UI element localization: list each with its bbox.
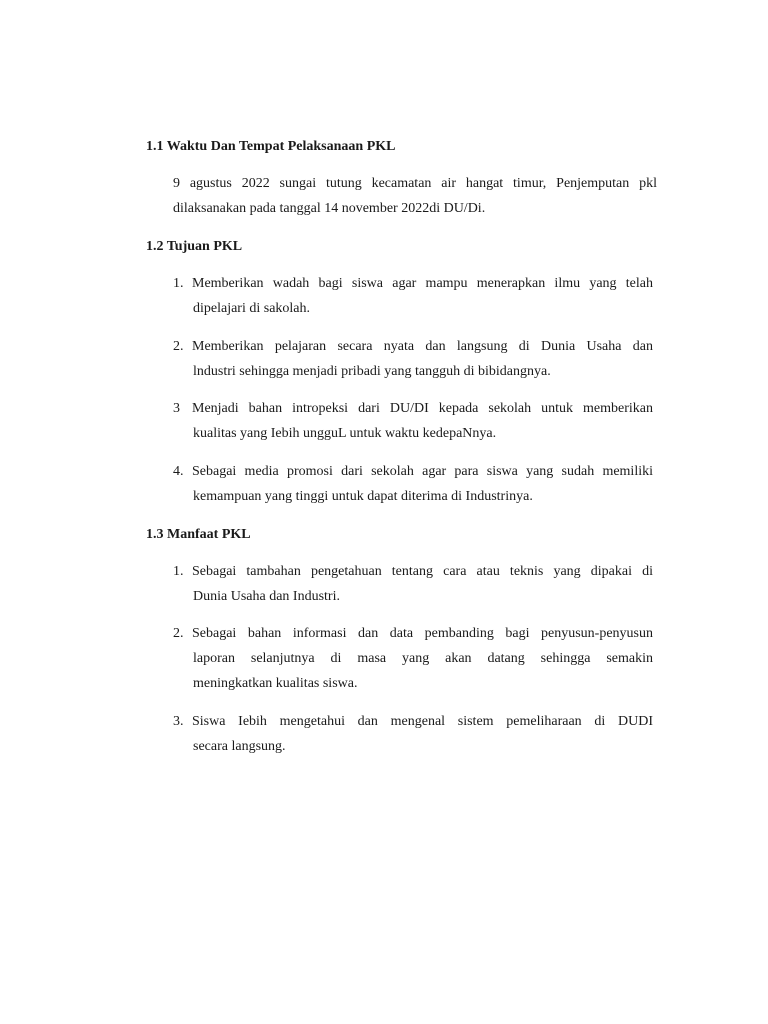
list-number: 2.: [173, 339, 184, 354]
paragraph-text: 9 agustus 2022 sungai tutung kecamatan air hangat timur, Penjemputan pkl: [173, 176, 657, 191]
list-number: 3: [173, 401, 180, 416]
list-text: Sebagai bahan informasi dan data pembanding bagi penyusun-penyusun: [192, 626, 653, 641]
list-text: Sebagai tambahan pengetahuan tentang cara atau teknis yang dipakai di: [192, 564, 653, 579]
paragraph-line: dilaksanakan pada tanggal 14 november 2022di DU/Di.: [173, 201, 486, 216]
paragraph-line: [173, 171, 657, 196]
section-heading-tujuan: 1.2 Tujuan PKL: [146, 239, 243, 254]
list-item-tujuan-4: [173, 459, 653, 509]
list-text: kemampuan yang tinggi untuk dapat diterima di Industrinya.: [193, 489, 533, 504]
paragraph-waktu: [173, 171, 657, 221]
list-text: Menjadi bahan intropeksi dari DU/DI kepada sekolah untuk memberikan: [192, 401, 653, 416]
list-item-tujuan-3: [173, 396, 653, 446]
list-item-manfaat-3: [173, 709, 653, 759]
list-text: secara langsung.: [193, 739, 286, 754]
list-item-manfaat-1: [173, 559, 653, 609]
section-heading-waktu: 1.1 Waktu Dan Tempat Pelaksanaan PKL: [146, 139, 396, 154]
list-text: laporan selanjutnya di masa yang akan datang sehingga semakin: [193, 651, 653, 666]
list-number: 3.: [173, 714, 184, 729]
list-text: dipelajari di sakolah.: [193, 301, 311, 316]
list-text: Memberikan pelajaran secara nyata dan langsung di Dunia Usaha dan: [192, 339, 653, 354]
list-item-tujuan-1: [173, 271, 653, 321]
list-text: kualitas yang Iebih ungguL untuk waktu kedepaNnya.: [193, 426, 497, 441]
list-item-tujuan-2: [173, 334, 653, 384]
section-heading-manfaat: 1.3 Manfaat PKL: [146, 527, 251, 542]
list-number: 2.: [173, 626, 184, 641]
list-text: lndustri sehingga menjadi pribadi yang tangguh di bibidangnya.: [193, 364, 551, 379]
list-number: 1.: [173, 564, 184, 579]
list-item-manfaat-2: [173, 621, 653, 696]
list-number: 1.: [173, 276, 184, 291]
list-text: Sebagai media promosi dari sekolah agar para siswa yang sudah memiliki: [192, 464, 653, 479]
list-number: 4.: [173, 464, 184, 479]
list-text: Siswa Iebih mengetahui dan mengenal sistem pemeliharaan di DUDI: [192, 714, 653, 729]
list-text: Memberikan wadah bagi siswa agar mampu menerapkan ilmu yang telah: [192, 276, 653, 291]
list-text: meningkatkan kualitas siswa.: [193, 676, 358, 691]
list-text: Dunia Usaha dan Industri.: [193, 589, 340, 604]
